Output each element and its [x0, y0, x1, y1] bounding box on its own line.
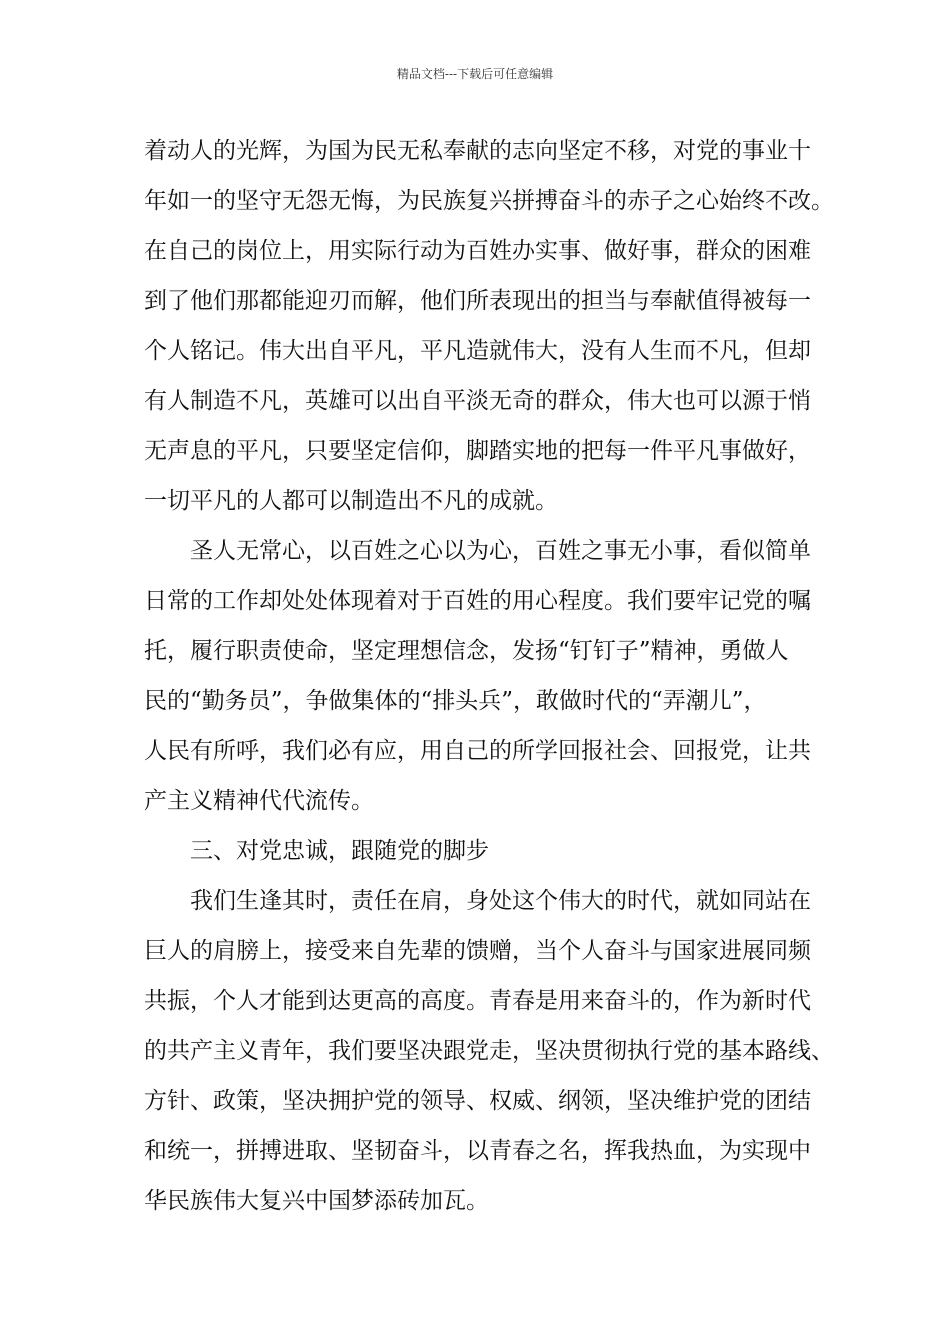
body-line: 共振，个人才能到达更高的高度。青春是用来奋斗的，作为新时代: [144, 988, 811, 1014]
body-line: 巨人的肩膀上，接受来自先辈的馈赠，当个人奋斗与国家进展同频: [144, 938, 811, 964]
body-line: 方针、政策，坚决拥护党的领导、权威、纲领，坚决维护党的团结: [144, 1088, 811, 1114]
body-line: 华民族伟大复兴中国梦添砖加瓦。: [144, 1188, 489, 1214]
body-line: 的共产主义青年，我们要坚决跟党走，坚决贯彻执行党的基本路线、: [144, 1038, 834, 1064]
body-line: 托，履行职责使命，坚定理想信念，发扬“钉钉子”精神，勇做人: [144, 638, 789, 664]
body-line: 在自己的岗位上，用实际行动为百姓办实事、做好事，群众的困难: [144, 238, 811, 264]
body-line: 无声息的平凡，只要坚定信仰，脚踏实地的把每一件平凡事做好，: [144, 438, 811, 464]
body-line: 日常的工作却处处体现着对于百姓的用心程度。我们要牢记党的嘱: [144, 588, 811, 614]
body-line: 到了他们那都能迎刃而解，他们所表现出的担当与奉献值得被每一: [144, 288, 811, 314]
body-line: 有人制造不凡，英雄可以出自平淡无奇的群众，伟大也可以源于悄: [144, 388, 811, 414]
body-line: 人民有所呼，我们必有应，用自己的所学回报社会、回报党，让共: [144, 738, 811, 764]
body-line: 和统一，拼搏进取、坚韧奋斗，以青春之名，挥我热血，为实现中: [144, 1138, 811, 1164]
body-line: 圣人无常心，以百姓之心以为心，百姓之事无小事，看似简单: [190, 538, 811, 564]
page-header: 精品文档---下载后可任意编辑: [396, 67, 554, 81]
body-line: 着动人的光辉，为国为民无私奉献的志向坚定不移，对党的事业十: [144, 138, 811, 164]
body-line: 产主义精神代代流传。: [144, 788, 374, 814]
body-line: 个人铭记。伟大出自平凡，平凡造就伟大，没有人生而不凡，但却: [144, 338, 811, 364]
body-line: 民的“勤务员”，争做集体的“排头兵”，敢做时代的“弄潮儿”，: [144, 688, 767, 714]
body-line: 一切平凡的人都可以制造出不凡的成就。: [144, 488, 558, 514]
body-line: 我们生逢其时，责任在肩，身处这个伟大的时代，就如同站在: [190, 888, 811, 914]
body-line: 年如一的坚守无怨无悔，为民族复兴拼搏奋斗的赤子之心始终不改。: [144, 188, 834, 214]
section-heading: 三、对党忠诚，跟随党的脚步: [190, 838, 489, 864]
